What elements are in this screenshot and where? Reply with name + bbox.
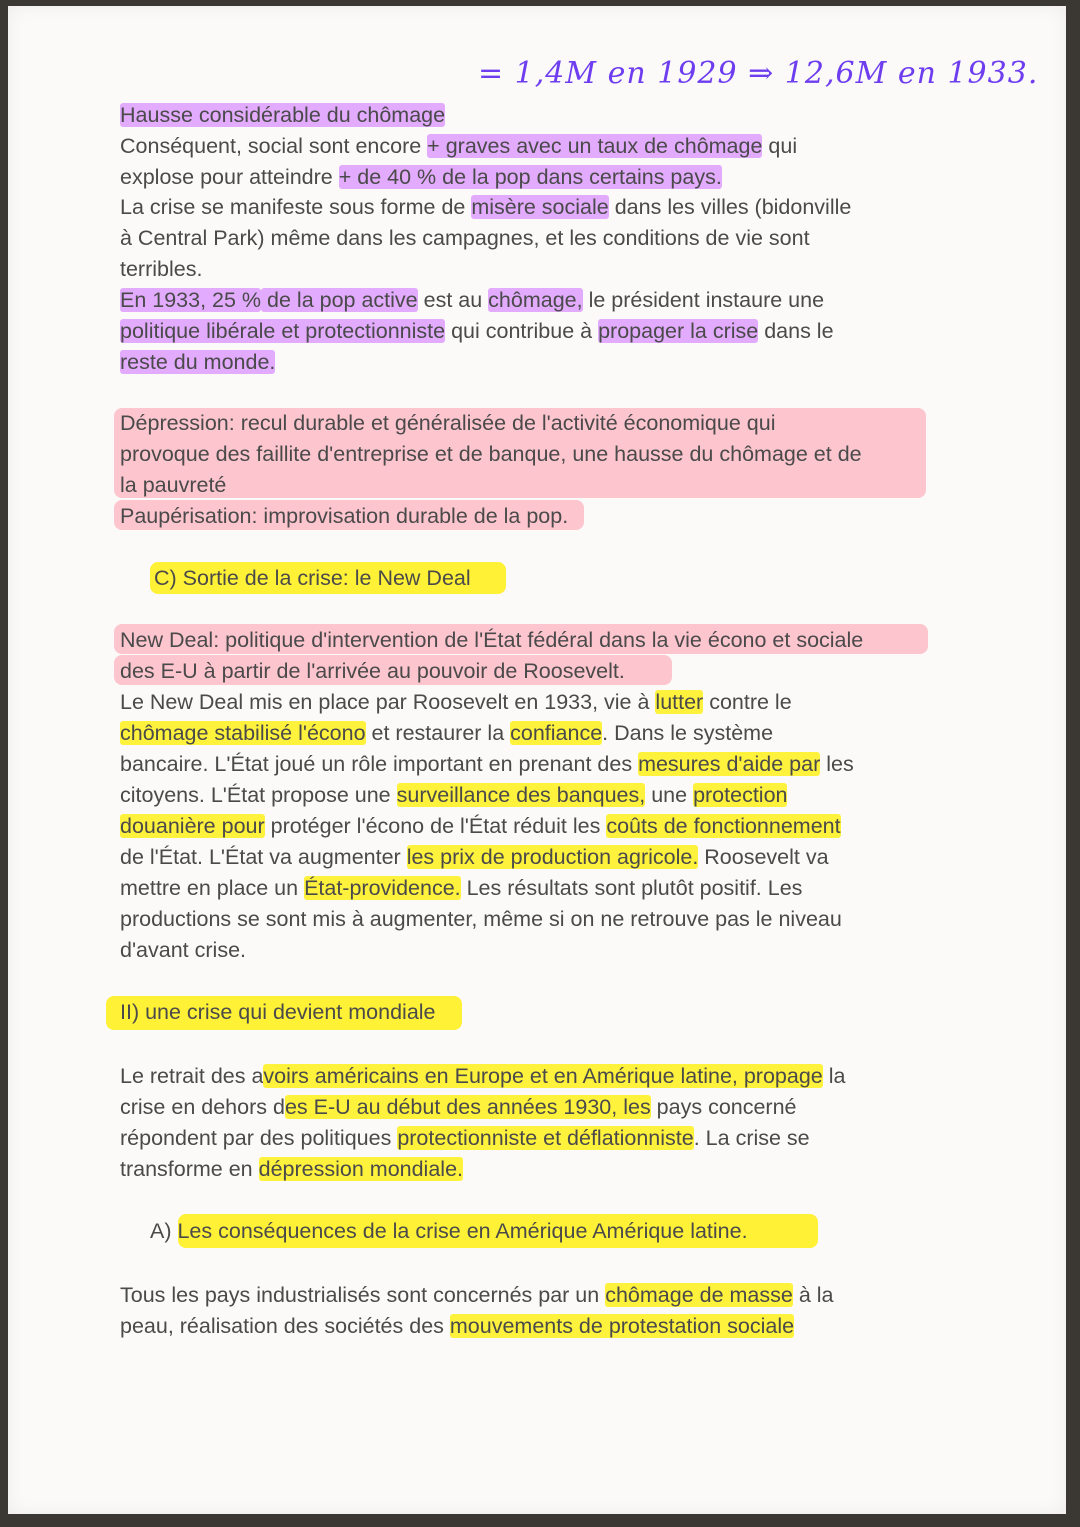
text-line: de l'État. L'État va augmenter les prix de production agricole. Roosevelt va [120,845,829,869]
section-heading-c: C) Sortie de la crise: le New Deal [154,566,471,590]
text-line: d'avant crise. [120,938,246,962]
text-line: répondent par des politiques protectionniste et déflationniste. La crise se [120,1126,810,1150]
text-line: crise en dehors des E-U au début des années 1930, les pays concerné [120,1095,797,1119]
text-line: citoyens. L'État propose une surveillance des banques, une protection [120,783,788,807]
text-line: La crise se manifeste sous forme de misère sociale dans les villes (bidonville [120,195,852,219]
text-line: En 1933, 25 % de la pop active est au chômage, le président instaure une [120,288,825,312]
definition-line: Paupérisation: improvisation durable de la pop. [120,504,569,528]
text-line: Le New Deal mis en place par Roosevelt en 1933, vie à lutter contre le [120,690,792,714]
section-heading-a: A) Les conséquences de la crise en Amérique Amérique latine. [150,1219,748,1243]
text-line: chômage stabilisé l'écono et restaurer la confiance. Dans le système [120,721,774,745]
text-line: Hausse considérable du chômage [120,103,446,127]
notebook-page [8,6,1066,1514]
section-heading-ii: II) une crise qui devient mondiale [120,1000,436,1024]
definition-line: New Deal: politique d'intervention de l'État fédéral dans la vie écono et sociale [120,628,864,652]
text-line: Conséquent, social sont encore + graves avec un taux de chômage qui [120,134,798,158]
handwritten-note: = 1,4M en 1929 ⇒ 12,6M en 1933. [478,56,1039,91]
definition-line: provoque des faillite d'entreprise et de banque, une hausse du chômage et de [120,442,862,466]
text-line: terribles. [120,257,203,281]
text-line: reste du monde. [120,350,276,374]
text-line: peau, réalisation des sociétés des mouvements de protestation sociale [120,1314,795,1338]
text-line: bancaire. L'État joué un rôle important en prenant des mesures d'aide par les [120,752,854,776]
text-line: productions se sont mis à augmenter, même si on ne retrouve pas le niveau [120,907,842,931]
text-line: politique libérale et protectionniste qui contribue à propager la crise dans le [120,319,834,343]
text-line: mettre en place un État-providence. Les résultats sont plutôt positif. Les [120,876,803,900]
text-line: Tous les pays industrialisés sont concernés par un chômage de masse à la [120,1283,834,1307]
text-line: Le retrait des avoirs américains en Europe et en Amérique latine, propage la [120,1064,846,1088]
definition-line: la pauvreté [120,473,227,497]
text-line: à Central Park) même dans les campagnes, et les conditions de vie sont [120,226,810,250]
text-line: explose pour atteindre + de 40 % de la pop dans certains pays. [120,165,722,189]
definition-line: Dépression: recul durable et généralisée de l'activité économique qui [120,411,776,435]
text-line: transforme en dépression mondiale. [120,1157,464,1181]
text-line: douanière pour protéger l'écono de l'État réduit les coûts de fonctionnement [120,814,841,838]
definition-line: des E-U à partir de l'arrivée au pouvoir de Roosevelt. [120,659,625,683]
